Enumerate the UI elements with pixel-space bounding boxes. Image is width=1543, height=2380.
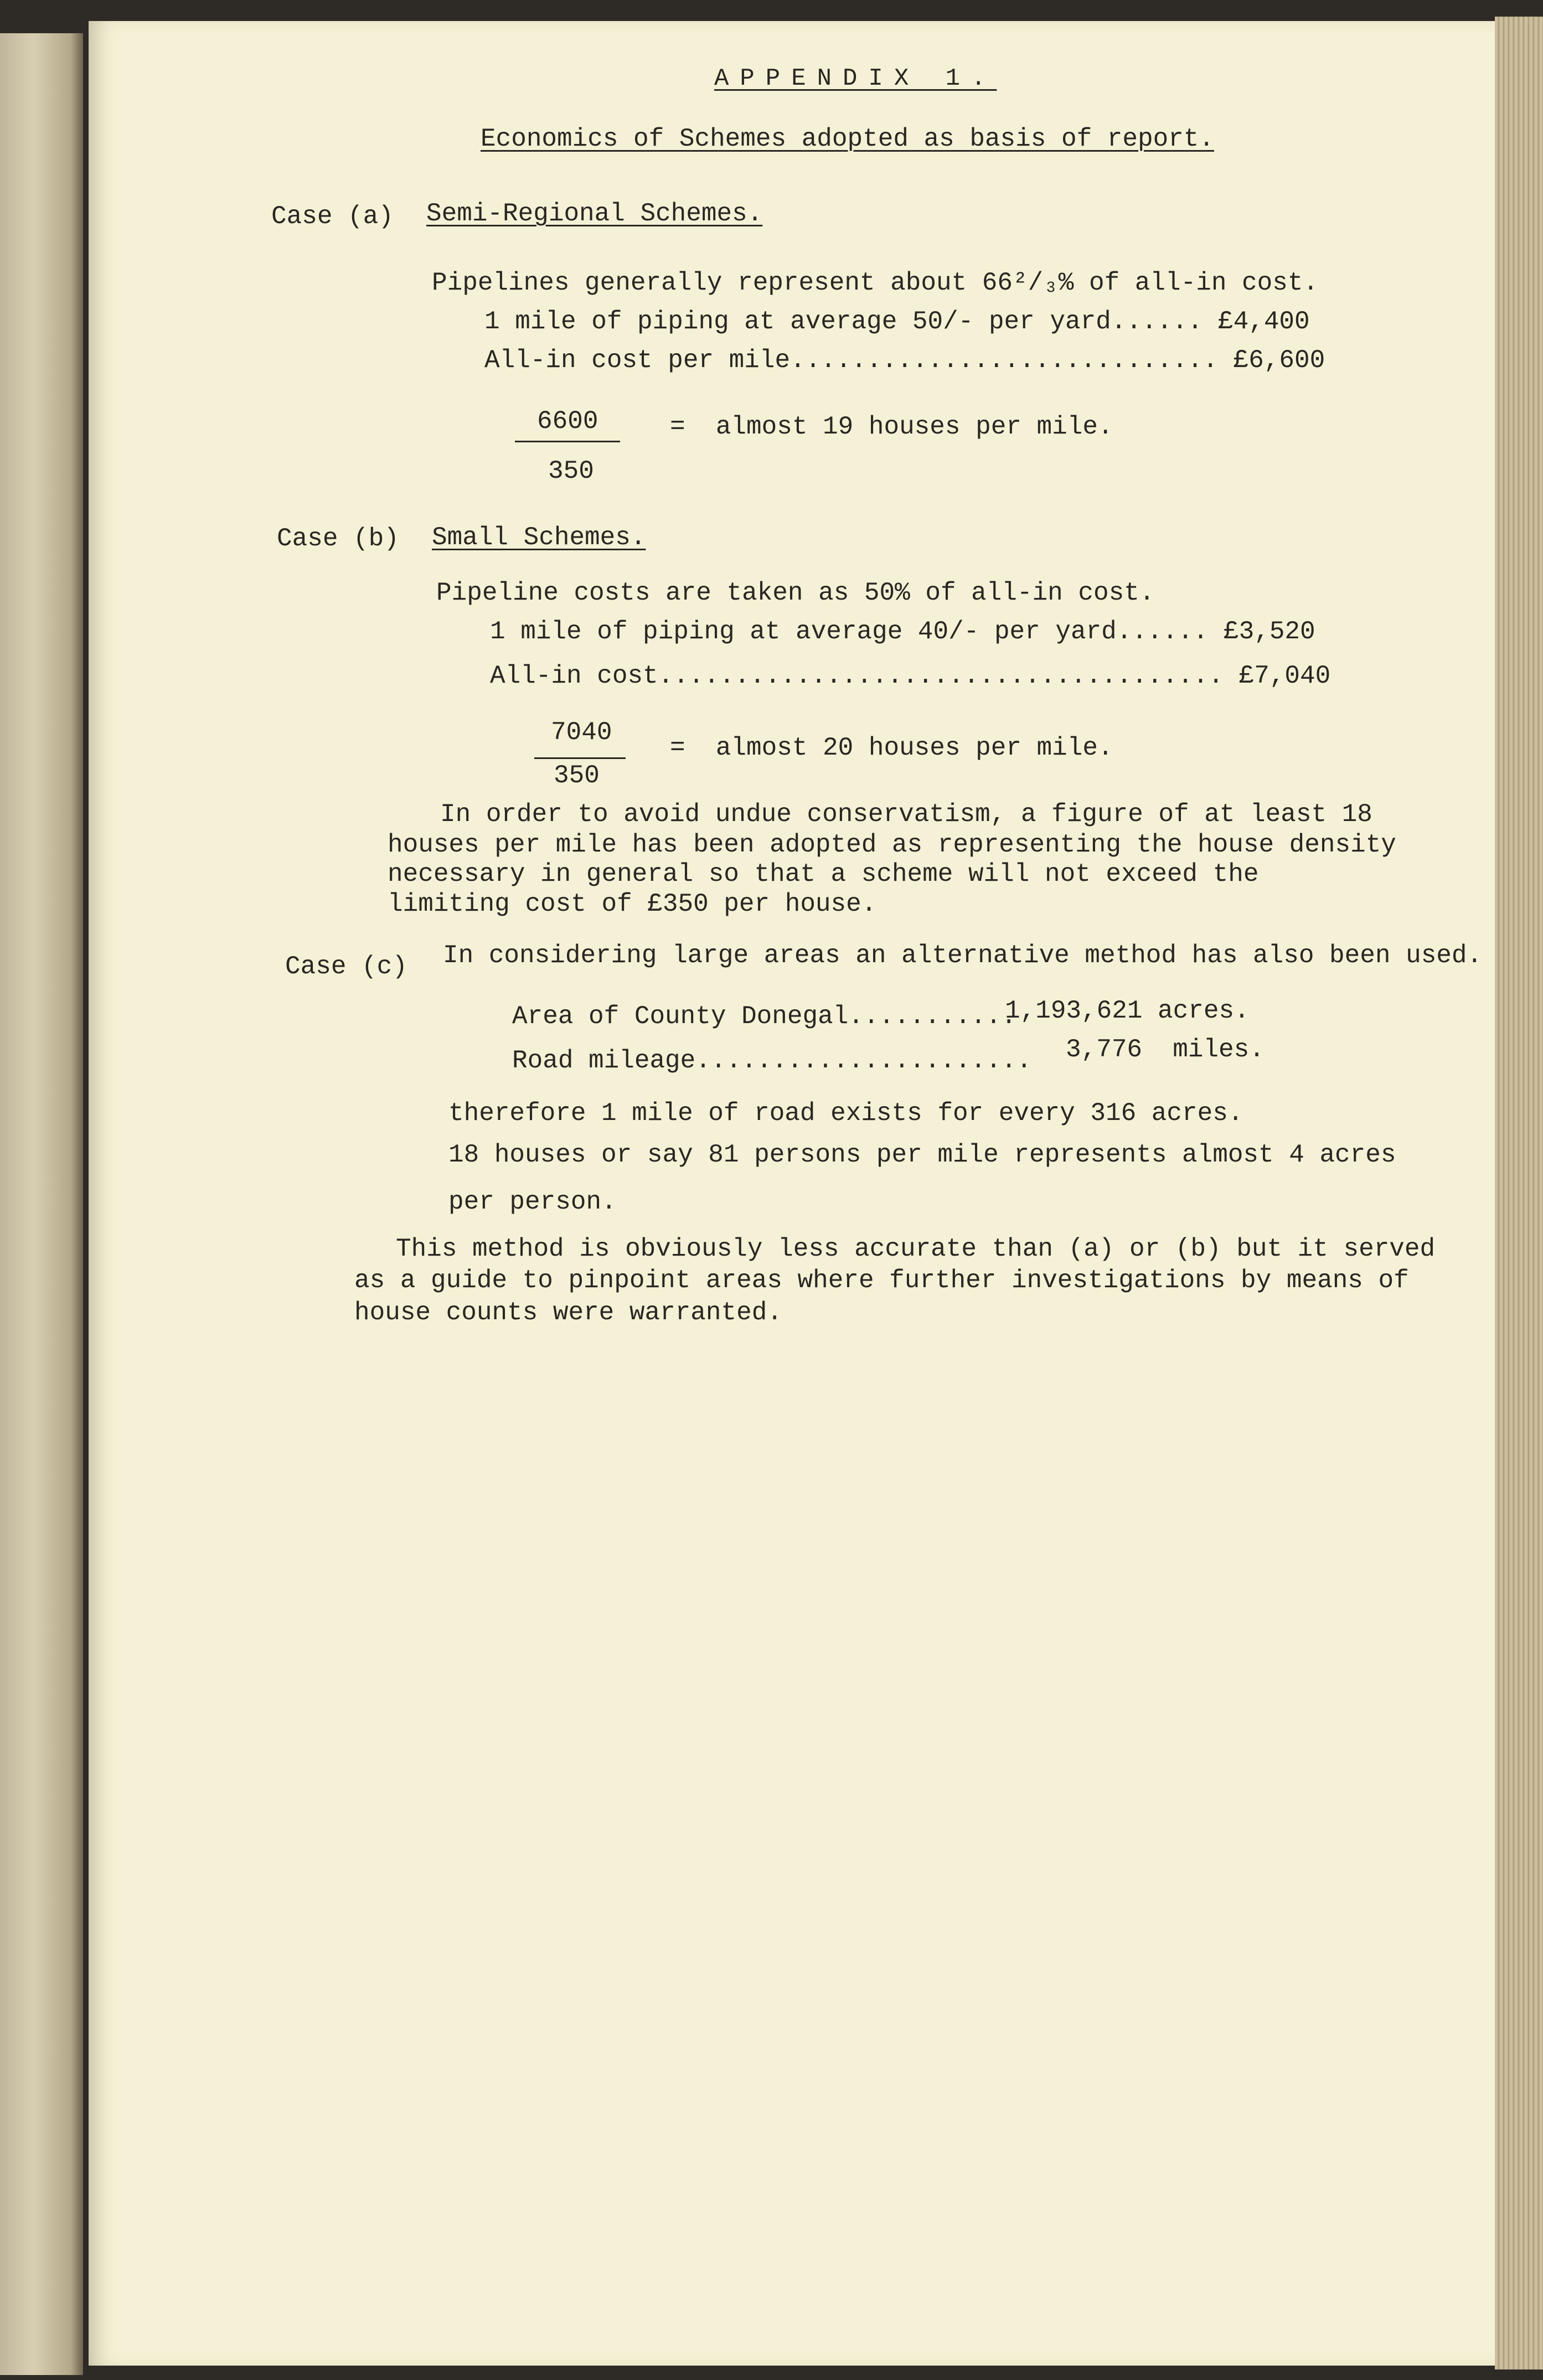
case-a-numerator: 6600 — [537, 407, 598, 436]
case-c-therefore: therefore 1 mile of road exists for every 316 acres. — [448, 1099, 1243, 1128]
paragraph-1-line-1: In order to avoid undue conservatism, a figure of at least 18 — [440, 800, 1372, 829]
appendix-title: APPENDIX 1. — [714, 65, 997, 92]
area-value: 1,193,621 acres. — [1005, 997, 1250, 1025]
case-b-numerator: 7040 — [551, 718, 612, 747]
case-a-fraction-bar — [515, 441, 620, 442]
case-a-denominator: 350 — [548, 457, 594, 486]
book-page-edges — [1495, 17, 1543, 2369]
case-b-result: = almost 20 houses per mile. — [670, 734, 1113, 762]
road-mileage-label: Road mileage...................... — [512, 1046, 1032, 1075]
case-b-line-1: Pipeline costs are taken as 50% of all-in cost. — [436, 579, 1155, 607]
paragraph-1-line-2: houses per mile has been adopted as representing the house density — [388, 830, 1396, 859]
case-a-result: = almost 19 houses per mile. — [670, 412, 1113, 441]
case-c-intro: In considering large areas an alternative method has also been used. — [443, 941, 1483, 970]
case-b-heading: Small Schemes. — [432, 523, 646, 552]
case-a-heading: Semi-Regional Schemes. — [426, 199, 763, 228]
case-b-line-3: All-in cost..................................... £7,040 — [490, 662, 1331, 690]
paragraph-2-line-1: This method is obviously less accurate than (a) or (b) but it served — [396, 1235, 1436, 1263]
case-b-line-2: 1 mile of piping at average 40/- per yard...... £3,520 — [490, 617, 1315, 646]
case-b-fraction-bar — [534, 757, 626, 759]
case-a-label: Case (a) — [271, 202, 394, 231]
case-a-line-1: Pipelines generally represent about 66²/₃% of all-in cost. — [432, 269, 1319, 297]
paragraph-1-line-4: limiting cost of £350 per house. — [388, 890, 877, 918]
case-b-denominator: 350 — [554, 761, 600, 790]
facing-page-edge — [0, 33, 83, 2375]
paragraph-1-line-3: necessary in general so that a scheme will not exceed the — [388, 860, 1259, 889]
case-b-label: Case (b) — [277, 524, 399, 553]
appendix-subtitle: Economics of Schemes adopted as basis of report. — [481, 125, 1215, 153]
document-page — [89, 21, 1495, 2366]
case-a-line-3: All-in cost per mile............................ £6,600 — [484, 346, 1325, 375]
case-a-line-2: 1 mile of piping at average 50/- per yard...... £4,400 — [484, 307, 1310, 336]
case-c-label: Case (c) — [285, 952, 407, 981]
paragraph-2-line-2: as a guide to pinpoint areas where further investigations by means of — [354, 1266, 1409, 1295]
case-c-per-person: per person. — [448, 1188, 617, 1216]
case-c-houses: 18 houses or say 81 persons per mile represents almost 4 acres — [448, 1140, 1396, 1169]
area-label: Area of County Donegal........... — [512, 1002, 1016, 1031]
road-mileage-value: 3,776 miles. — [1066, 1035, 1265, 1064]
paragraph-2-line-3: house counts were warranted. — [354, 1298, 782, 1327]
